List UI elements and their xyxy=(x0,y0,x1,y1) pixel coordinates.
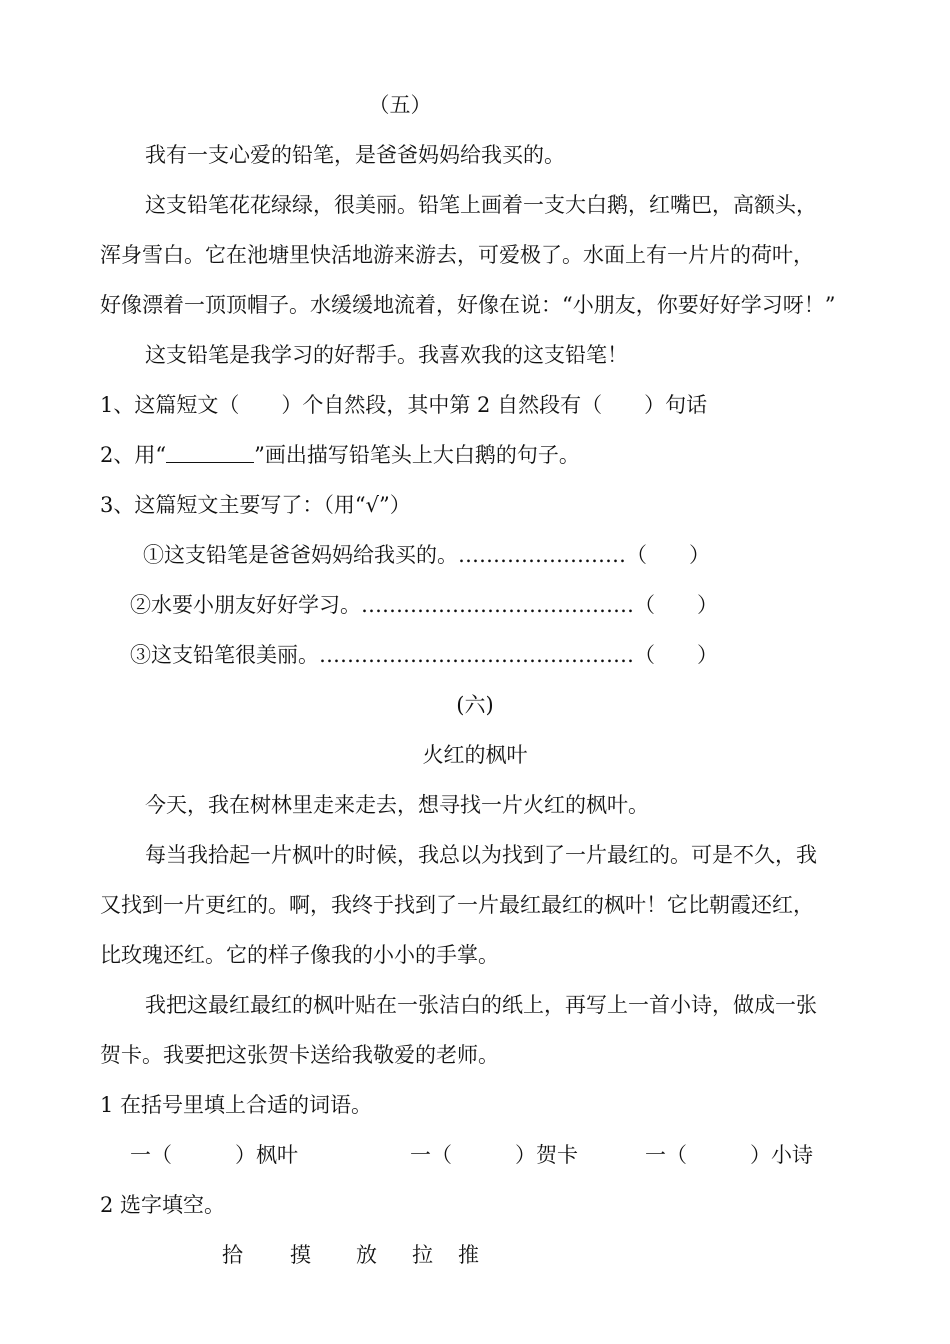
s5-paragraph-2-line-3: 好像漂着一顶顶帽子。水缓缓地流着，好像在说：“小朋友，你要好好学习呀！” xyxy=(100,293,836,317)
s6-choice-3: 放 xyxy=(356,1243,377,1267)
s5-paragraph-2-line-1: 这支铅笔花花绿绿，很美丽。铅笔上画着一支大白鹅，红嘴巴，高额头， xyxy=(145,193,817,217)
s5-question-2-suffix: ”画出描写铅笔头上大白鹅的句子。 xyxy=(254,443,580,467)
s5-paragraph-2-line-2: 浑身雪白。它在池塘里快活地游来游去，可爱极了。水面上有一片片的荷叶， xyxy=(100,243,814,267)
s5-question-2 xyxy=(100,440,580,470)
s5-question-1: 1、这篇短文（ ）个自然段，其中第 2 自然段有（ ）句话 xyxy=(100,393,708,417)
s6-fill-item-2: 一（ ）贺卡 xyxy=(410,1143,578,1167)
s6-question-1: 1 在括号里填上合适的词语。 xyxy=(100,1093,373,1117)
s6-question-2: 2 选字填空。 xyxy=(100,1193,226,1217)
s6-choice-5: 推 xyxy=(458,1243,479,1267)
s5-question-2-prefix: 2、用“ xyxy=(100,443,167,467)
s6-fill-item-1: 一（ ）枫叶 xyxy=(130,1143,298,1167)
s5-option-3: ③这支铅笔很美丽。………………………………………（ ） xyxy=(130,643,718,667)
section-6-heading: (六) xyxy=(456,693,494,717)
s5-paragraph-3: 这支铅笔是我学习的好帮手。我喜欢我的这支铅笔！ xyxy=(145,343,628,367)
s6-fill-item-3: 一（ ）小诗 xyxy=(645,1143,813,1167)
s5-question-3: 3、这篇短文主要写了：（用“√”） xyxy=(100,493,411,517)
s6-title: 火红的枫叶 xyxy=(422,743,528,767)
s6-paragraph-3-line-1: 我把这最红最红的枫叶贴在一张洁白的纸上，再写上一首小诗，做成一张 xyxy=(145,993,817,1017)
s6-choice-4: 拉 xyxy=(412,1243,433,1267)
s6-paragraph-2-line-2: 又找到一片更红的。啊，我终于找到了一片最红最红的枫叶！它比朝霞还红， xyxy=(100,893,814,917)
underline-blank xyxy=(166,440,254,463)
s6-paragraph-2-line-1: 每当我拾起一片枫叶的时候，我总以为找到了一片最红的。可是不久，我 xyxy=(145,843,817,867)
s5-paragraph-1: 我有一支心爱的铅笔，是爸爸妈妈给我买的。 xyxy=(145,143,565,167)
s6-paragraph-1: 今天，我在树林里走来走去，想寻找一片火红的枫叶。 xyxy=(145,793,649,817)
s5-option-1: ①这支铅笔是爸爸妈妈给我买的。……………………（ ） xyxy=(143,543,710,567)
s6-choice-2: 摸 xyxy=(290,1243,311,1267)
s6-paragraph-2-line-3: 比玫瑰还红。它的样子像我的小小的手掌。 xyxy=(100,943,499,967)
s6-choice-1: 拾 xyxy=(222,1243,243,1267)
s5-option-2: ②水要小朋友好好学习。…………………………………（ ） xyxy=(130,593,718,617)
s6-paragraph-3-line-2: 贺卡。我要把这张贺卡送给我敬爱的老师。 xyxy=(100,1043,499,1067)
section-5-heading: （五） xyxy=(368,93,432,117)
